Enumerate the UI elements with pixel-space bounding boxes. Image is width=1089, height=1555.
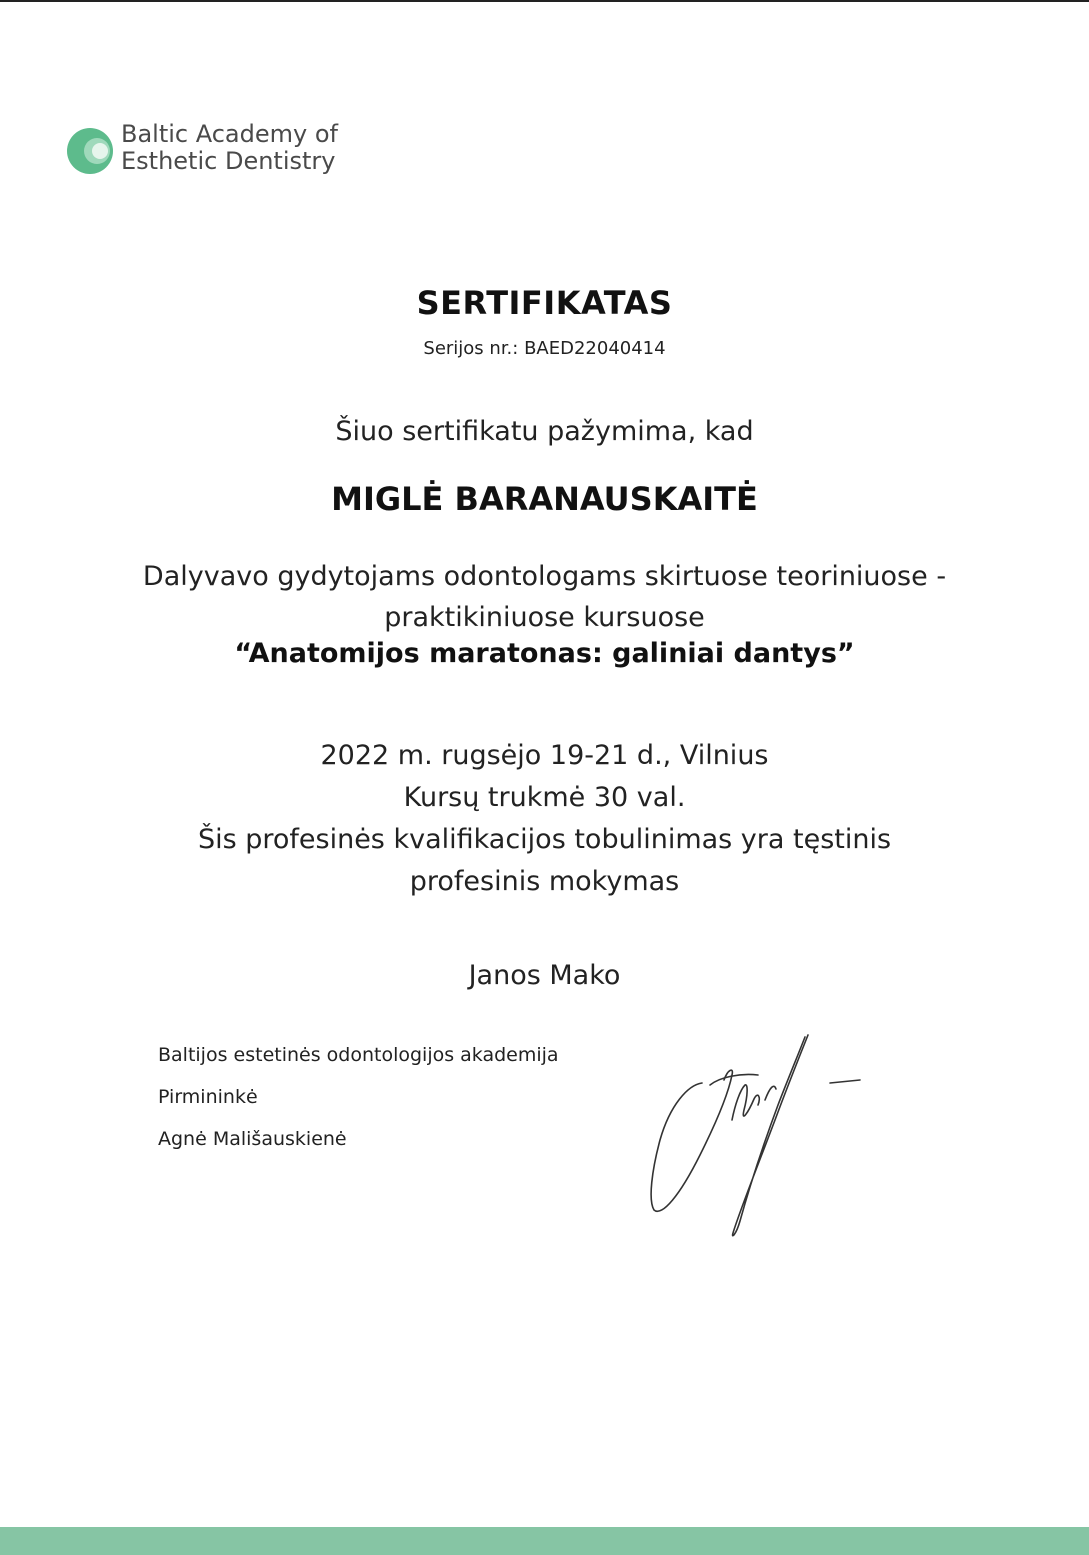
lecturer-name: Janos Mako <box>468 960 621 991</box>
signatory-role: Pirmininkė <box>158 1086 258 1108</box>
serial-number: Serijos nr.: BAED22040414 <box>423 338 666 359</box>
logo <box>66 121 366 181</box>
note-line-2: profesinis mokymas <box>409 866 680 897</box>
course-title: “Anatomijos maratonas: galiniai dantys” <box>234 638 855 669</box>
certificate-title: SERTIFIKATAS <box>416 284 673 322</box>
course-duration: Kursų trukmė 30 val. <box>403 782 686 813</box>
signatory-name: Agnė Mališauskienė <box>158 1128 347 1150</box>
logo-text <box>121 121 338 175</box>
note-line-1: Šis profesinės kvalifikacijos tobulinimas yra tęstinis <box>197 824 892 855</box>
date-place: 2022 m. rugsėjo 19-21 d., Vilnius <box>320 740 769 771</box>
logo-line-2: Esthetic Dentistry <box>121 147 336 175</box>
course-details <box>0 735 1089 903</box>
bottom-accent-band <box>0 1527 1089 1555</box>
top-border <box>0 0 1089 2</box>
recipient-name: MIGLĖ BARANAUSKAITĖ <box>331 480 758 518</box>
description-line-2: praktikiniuose kursuose <box>384 602 705 633</box>
signatory-block <box>158 1034 559 1160</box>
logo-line-1: Baltic Academy of <box>121 120 338 148</box>
description-line-1: Dalyvavo gydytojams odontologams skirtuose teoriniuose - <box>142 561 947 592</box>
handwritten-signature <box>640 1025 870 1245</box>
logo-circle-mark-icon <box>66 127 114 175</box>
signatory-organization: Baltijos estetinės odontologijos akademija <box>158 1044 559 1066</box>
course-description <box>0 556 1089 638</box>
intro-text: Šiuo sertifikatu pažymima, kad <box>335 416 754 447</box>
